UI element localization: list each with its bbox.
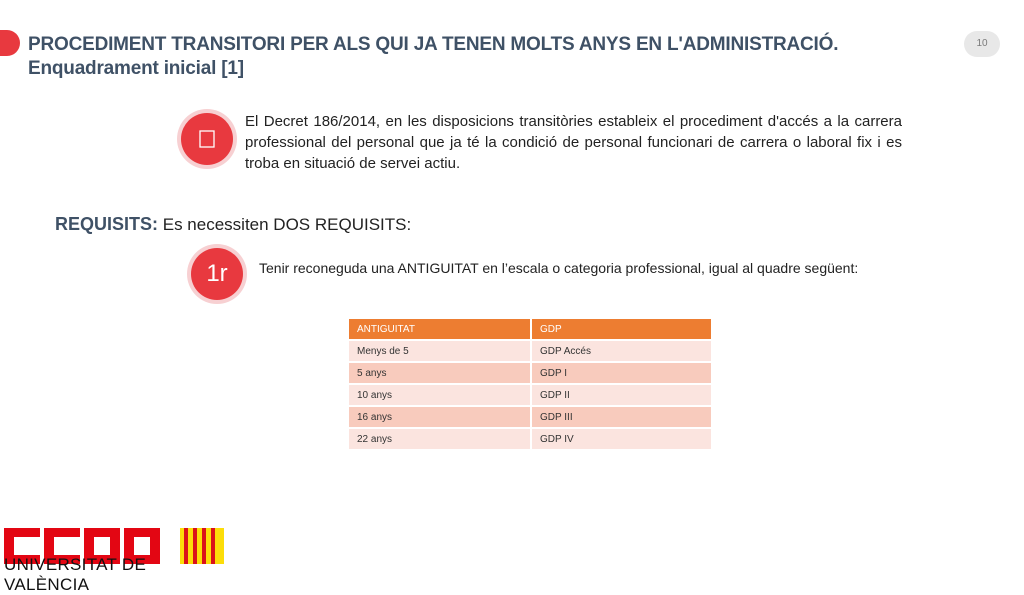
table-row — [349, 385, 711, 405]
logo-caption: UNIVERSITAT DE VALÈNCIA — [4, 555, 147, 594]
requirement-1-text: Tenir reconeguda una ANTIGUITAT en l’escala o categoria professional, igual al quadre següent: — [259, 260, 859, 276]
info-icon — [181, 113, 233, 165]
requisits-text: Es necessiten DOS REQUISITS: — [162, 215, 412, 234]
table-header-row — [349, 319, 711, 339]
table-header-gdp: GDP — [532, 319, 711, 339]
table-row — [349, 429, 711, 449]
table-cell-gdp: GDP Accés — [532, 341, 711, 361]
table-cell-antiguitat: 22 anys — [349, 429, 532, 449]
table-cell-antiguitat: Menys de 5 — [349, 341, 532, 361]
table-cell-antiguitat: 10 anys — [349, 385, 532, 405]
antiguitat-gdp-table — [349, 317, 711, 451]
slide-title: PROCEDIMENT TRANSITORI PER ALS QUI JA TENEN MOLTS ANYS EN L'ADMINISTRACIÓ. Enquadrament inicial [1] — [28, 34, 839, 79]
table-row — [349, 407, 711, 427]
table-row — [349, 341, 711, 361]
table-cell-antiguitat: 16 anys — [349, 407, 532, 427]
table-header-antiguitat: ANTIGUITAT — [349, 319, 532, 339]
table-cell-gdp: GDP III — [532, 407, 711, 427]
requisits-label: REQUISITS: — [55, 214, 159, 234]
table-cell-gdp: GDP I — [532, 363, 711, 383]
title-accent-tab — [0, 30, 20, 56]
table-row — [349, 363, 711, 383]
requirement-number-badge: 1r — [191, 248, 243, 300]
info-badge — [181, 113, 233, 165]
table-cell-gdp: GDP II — [532, 385, 711, 405]
requisits-heading — [55, 214, 411, 235]
table-cell-gdp: GDP IV — [532, 429, 711, 449]
table-cell-antiguitat: 5 anys — [349, 363, 532, 383]
page-number-badge: 10 — [964, 31, 1000, 57]
intro-paragraph: El Decret 186/2014, en les disposicions transitòries estableix el procediment d'accés a la carrera professional del personal que ja té la condició de personal funcionari de carrera o laboral fix i es troba en situació de servei actiu. — [245, 113, 902, 172]
